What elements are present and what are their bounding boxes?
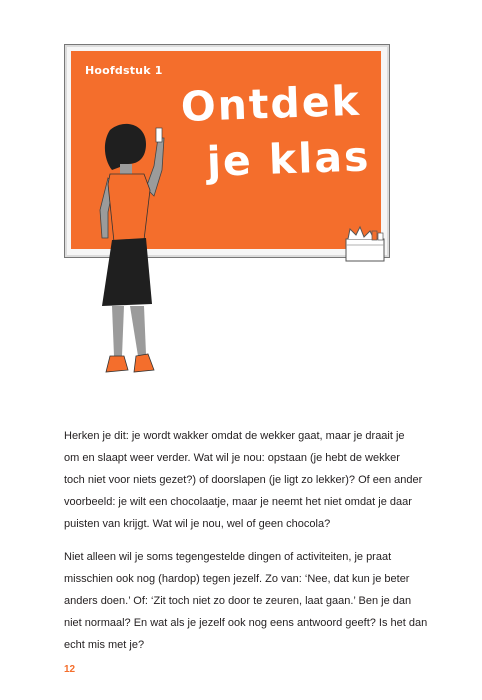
- paragraph-line: Niet alleen wil je soms tegengestelde dingen of activiteiten, je praat: [64, 551, 392, 563]
- paragraph-line: echt mis met je?: [64, 639, 145, 651]
- chapter-title-line2: je klas: [206, 132, 372, 186]
- chapter-label: Hoofdstuk 1: [85, 64, 163, 77]
- paragraph-line: voorbeeld: je wilt een chocolaatje, maar je neemt het niet omdat je daar: [64, 496, 412, 508]
- paragraph-line: Herken je dit: je wordt wakker omdat de wekker gaat, maar je draait je: [64, 430, 405, 442]
- paragraph-line: misschien ook nog (hardop) tegen jezelf. Zo van: ‘Nee, dat kun je beter: [64, 573, 410, 585]
- paragraph-line: puisten van krijgt. Wat wil je nou, wel of geen chocola?: [64, 518, 331, 530]
- paragraph-2: [64, 546, 428, 656]
- chalk-box-illustration: [340, 225, 390, 263]
- chapter-title-line1: Ontdek: [180, 76, 362, 131]
- paragraph-line: om en slaapt weer verder. Wat wil je nou: opstaan (je hebt de wekker: [64, 452, 400, 464]
- paragraph-1: [64, 425, 423, 535]
- paragraph-line: toch niet voor niets gezet?) of doorslapen (je ligt zo lekker)? Of een ander: [64, 474, 423, 486]
- page-number: 12: [64, 664, 76, 675]
- paragraph-line: niet normaal? En wat als je jezelf ook nog eens antwoord geeft? Is het dan: [64, 617, 428, 629]
- paragraph-line: anders doen.’ Of: ‘Zit toch niet zo door te zeuren, laat gaan.’ Ben je dan: [64, 595, 412, 607]
- teacher-illustration: [88, 120, 178, 380]
